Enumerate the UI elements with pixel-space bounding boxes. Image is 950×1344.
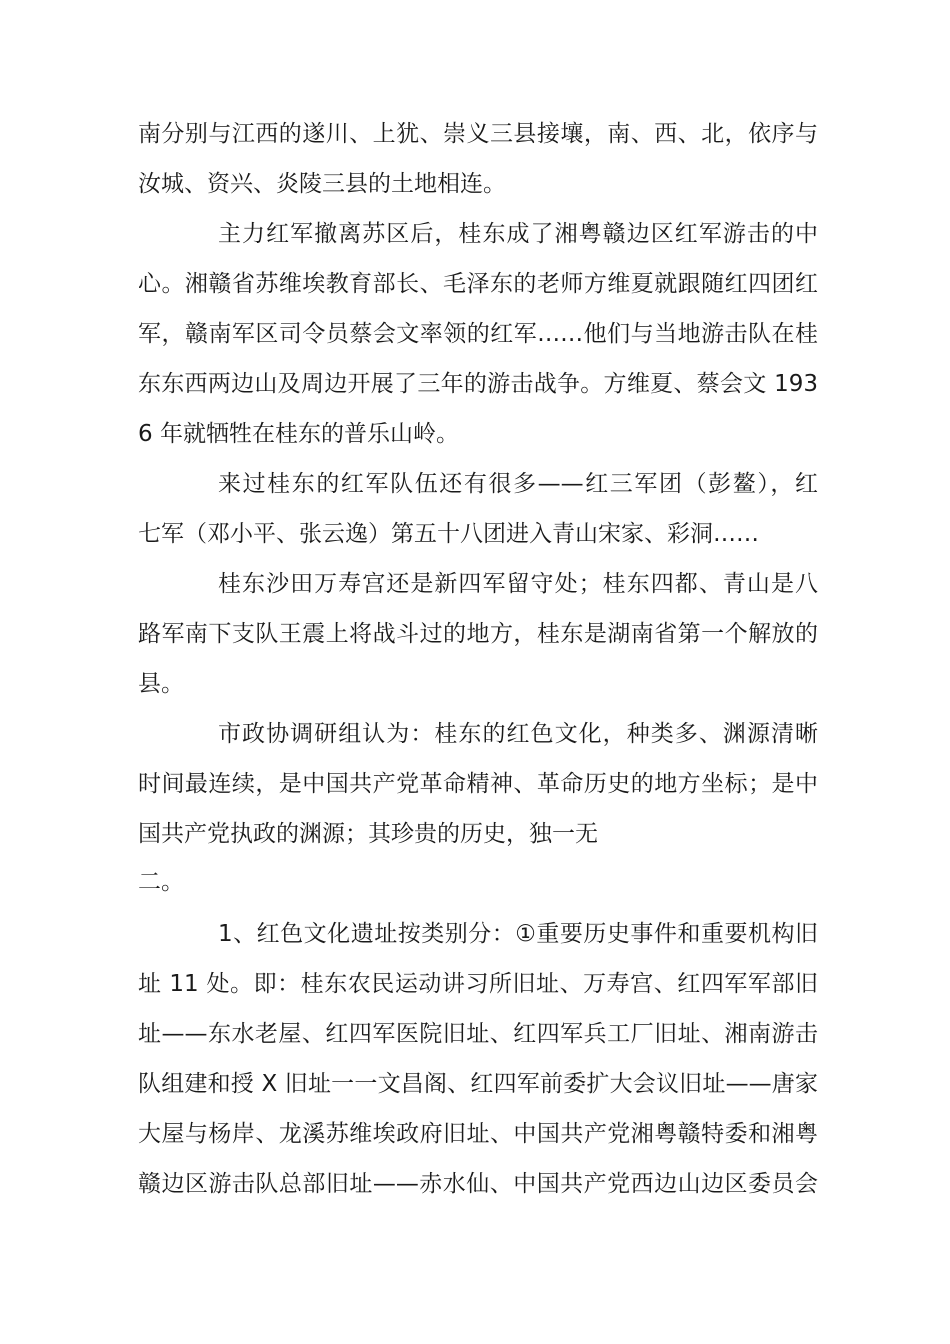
text-line: 心。湘赣省苏维埃教育部长、毛泽东的老师方维夏就跟随红四团红 <box>138 271 818 297</box>
text-line: 军，赣南军区司令员蔡会文率领的红军……他们与当地游击队在桂 <box>138 321 818 347</box>
text-line: 路军南下支队王震上将战斗过的地方，桂东是湖南省第一个解放的 <box>138 621 818 647</box>
paragraph-first-line: 市政协调研组认为：桂东的红色文化，种类多、渊源清晰 <box>218 721 818 747</box>
text-line: 址——东水老屋、红四军医院旧址、红四军兵工厂旧址、湘南游击 <box>138 1021 818 1047</box>
text-line: 县。 <box>138 671 184 697</box>
text-line: 时间最连续，是中国共产党革命精神、革命历史的地方坐标；是中 <box>138 771 818 797</box>
paragraph-first-line: 1、红色文化遗址按类别分：①重要历史事件和重要机构旧 <box>218 921 818 947</box>
text-line: 汝城、资兴、炎陵三县的土地相连。 <box>138 171 506 197</box>
text-line: 国共产党执政的渊源；其珍贵的历史，独一无 <box>138 821 598 847</box>
text-line: 6 年就牺牲在桂东的普乐山岭。 <box>138 421 459 447</box>
text-line: 赣边区游击队总部旧址——赤水仙、中国共产党西边山边区委员会 <box>138 1171 818 1197</box>
text-line: 队组建和授 X 旧址一一文昌阁、红四军前委扩大会议旧址——唐家 <box>138 1071 818 1097</box>
text-line: 七军（邓小平、张云逸）第五十八团进入青山宋家、彩洞…… <box>138 521 759 547</box>
text-line: 址 11 处。即：桂东农民运动讲习所旧址、万寿宫、红四军军部旧 <box>138 971 818 997</box>
text-line: 二。 <box>138 869 184 895</box>
text-line: 南分别与江西的遂川、上犹、崇义三县接壤，南、西、北，依序与 <box>138 121 818 147</box>
text-line: 东东西两边山及周边开展了三年的游击战争。方维夏、蔡会文 193 <box>138 371 818 397</box>
text-line: 大屋与杨岸、龙溪苏维埃政府旧址、中国共产党湘粤赣特委和湘粤 <box>138 1121 818 1147</box>
paragraph-first-line: 来过桂东的红军队伍还有很多——红三军团（彭鳌），红 <box>218 471 818 497</box>
paragraph-first-line: 桂东沙田万寿宫还是新四军留守处；桂东四都、青山是八 <box>218 571 818 597</box>
paragraph-first-line: 主力红军撤离苏区后，桂东成了湘粤赣边区红军游击的中 <box>218 221 818 247</box>
